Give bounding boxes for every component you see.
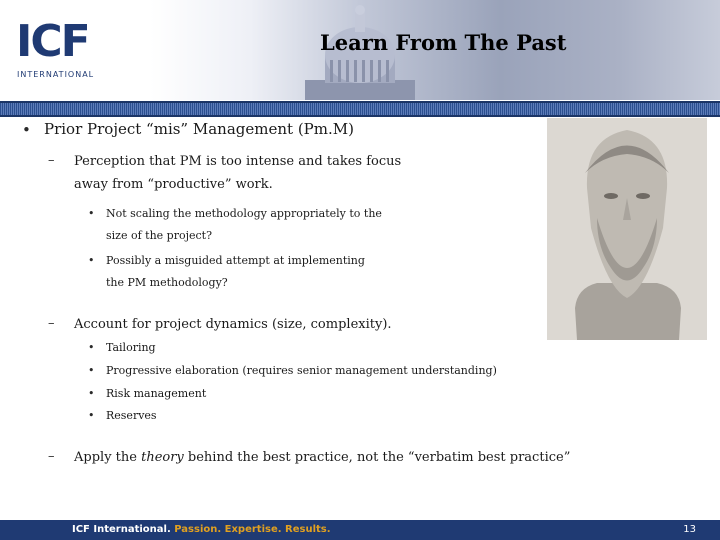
item-misguided [106,250,365,294]
sub-bullet-dot: • [88,409,95,422]
sub-apply-theory-pre: Apply the [74,450,142,465]
item-misguided-line2: the PM methodology? [106,276,228,289]
item-risk-management: Risk management [106,387,207,400]
pythagoras-bust-image [547,118,707,340]
slide-title: Learn From The Past [320,30,567,55]
item-not-scaling-line1: Not scaling the methodology appropriately to the [106,207,382,220]
sub-bullet-dot: • [88,207,95,220]
item-misguided-line1: Possibly a misguided attempt at implementing [106,254,365,267]
sub-perception [74,150,401,196]
icf-logo [16,16,116,82]
item-progressive-elaboration: Progressive elaboration (requires senior management understanding) [106,364,497,377]
item-not-scaling [106,203,382,247]
dash-marker: – [48,153,55,168]
footer-brand [72,524,331,535]
footer-tagline: Passion. Expertise. Results. [174,524,331,535]
sub-account-dynamics: Account for project dynamics (size, complexity). [74,317,392,332]
bullet-prior-project: Prior Project “mis” Management (Pm.M) [44,120,354,138]
sub-bullet-dot: • [88,387,95,400]
item-not-scaling-line2: size of the project? [106,229,212,242]
logo-subtext: INTERNATIONAL [17,70,95,79]
logo-text: ICF [16,16,89,67]
header-divider-stripe [0,101,720,117]
sub-apply-theory [74,446,570,469]
sub-bullet-dot: • [88,254,95,267]
item-tailoring: Tailoring [106,341,156,354]
dash-marker: – [48,449,55,464]
sub-perception-line2: away from “productive” work. [74,177,273,192]
sub-perception-line1: Perception that PM is too intense and takes focus [74,154,402,169]
header-banner [0,0,720,100]
footer-org: ICF International. [72,524,171,535]
sub-apply-theory-post: behind the best practice, not the “verbatim best practice” [183,450,571,465]
sub-bullet-dot: • [88,364,95,377]
footer-bar [0,520,720,540]
bullet-dot: • [22,121,31,139]
dash-marker: – [48,316,55,331]
item-reserves: Reserves [106,409,157,422]
sub-bullet-dot: • [88,341,95,354]
sub-apply-theory-emphasis: theory [141,450,184,465]
page-number: 13 [683,524,696,535]
